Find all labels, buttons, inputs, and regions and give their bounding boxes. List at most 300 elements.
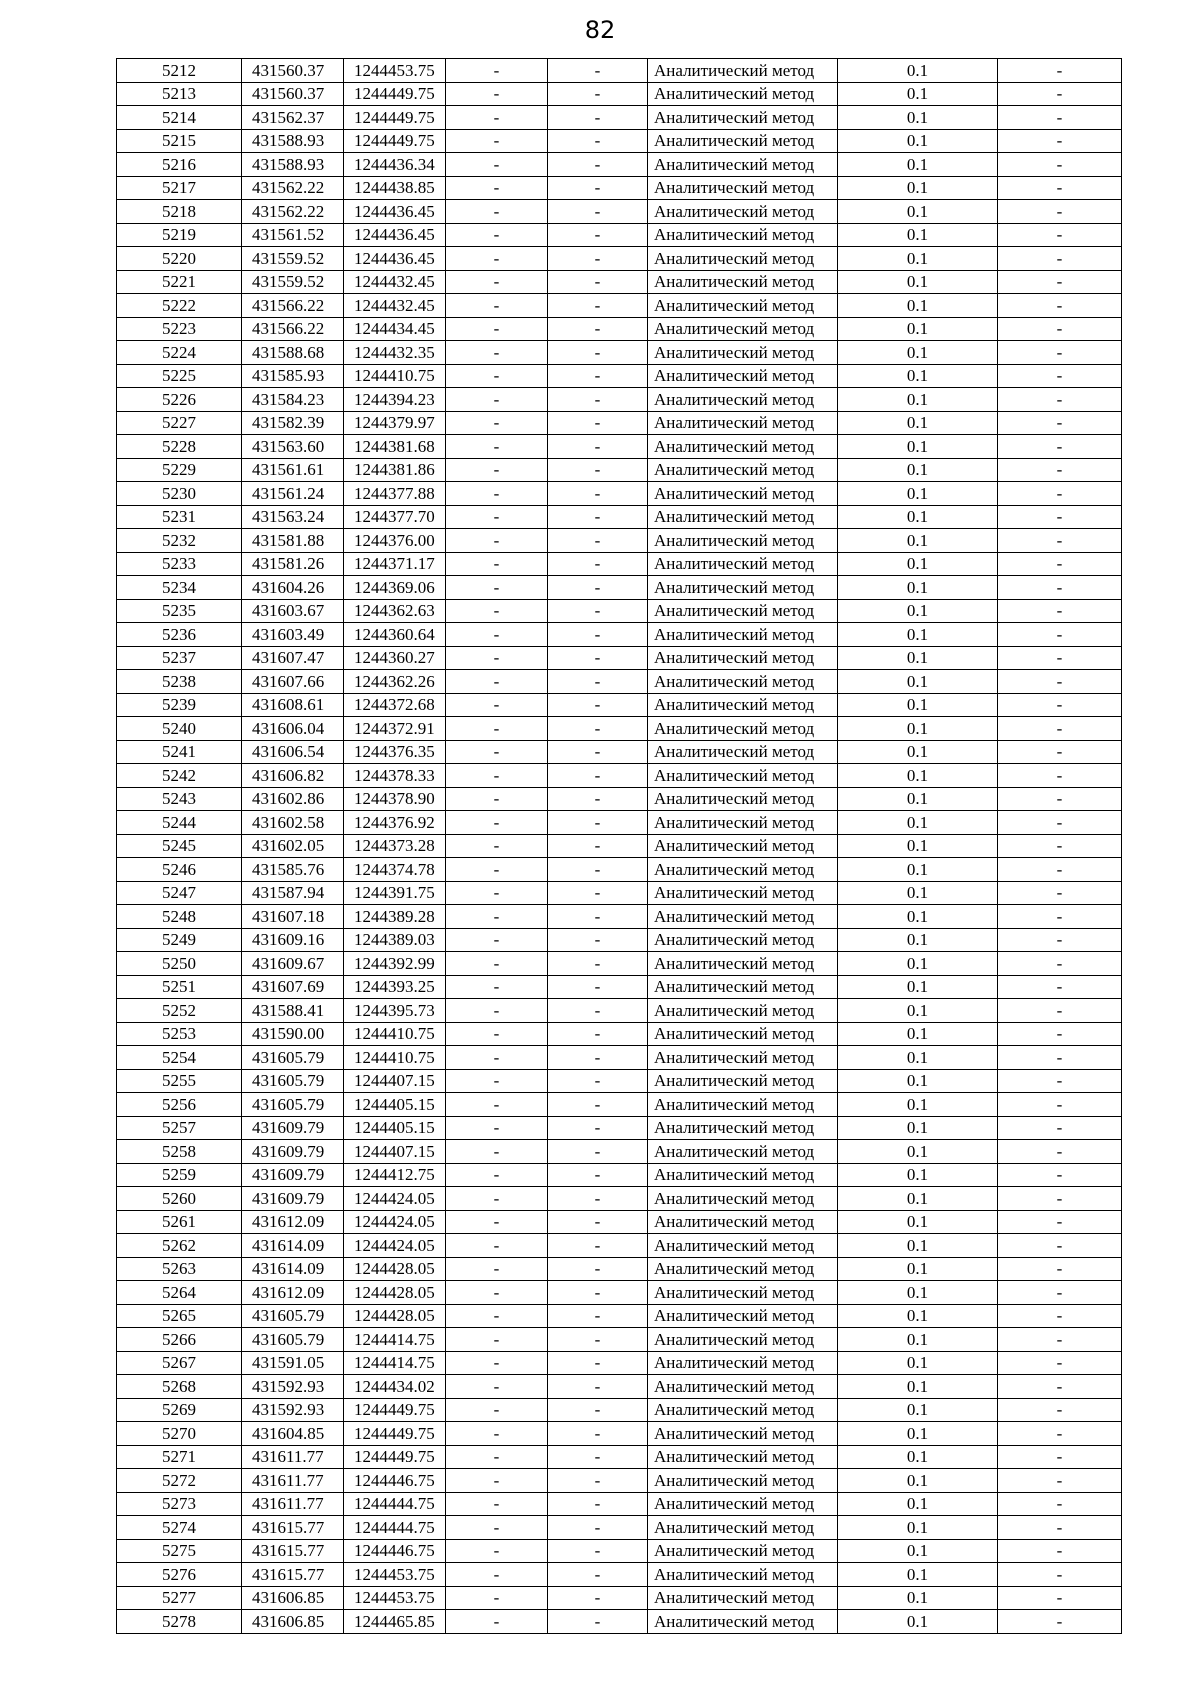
empty-value-cell: - (998, 341, 1122, 365)
empty-value-cell: - (548, 646, 648, 670)
point-number-cell: 5249 (117, 928, 242, 952)
empty-value-cell: - (998, 576, 1122, 600)
accuracy-cell: 0.1 (838, 1163, 998, 1187)
empty-value-cell: - (548, 106, 648, 130)
x-coordinate-cell: 431604.26 (242, 576, 344, 600)
point-number-cell: 5212 (117, 59, 242, 83)
table-row (117, 1116, 1122, 1140)
empty-value-cell: - (998, 82, 1122, 106)
method-cell: Аналитический метод (648, 1210, 838, 1234)
empty-value-cell: - (548, 1234, 648, 1258)
point-number-cell: 5233 (117, 552, 242, 576)
method-cell: Аналитический метод (648, 129, 838, 153)
empty-value-cell: - (446, 1351, 548, 1375)
table-row (117, 1610, 1122, 1634)
y-coordinate-cell: 1244378.33 (344, 764, 446, 788)
table-row (117, 1398, 1122, 1422)
point-number-cell: 5226 (117, 388, 242, 412)
accuracy-cell: 0.1 (838, 1375, 998, 1399)
empty-value-cell: - (446, 1046, 548, 1070)
table-row (117, 106, 1122, 130)
table-row (117, 1445, 1122, 1469)
x-coordinate-cell: 431606.82 (242, 764, 344, 788)
empty-value-cell: - (998, 1586, 1122, 1610)
x-coordinate-cell: 431615.77 (242, 1516, 344, 1540)
accuracy-cell: 0.1 (838, 458, 998, 482)
empty-value-cell: - (998, 858, 1122, 882)
empty-value-cell: - (998, 1422, 1122, 1446)
method-cell: Аналитический метод (648, 1281, 838, 1305)
empty-value-cell: - (548, 223, 648, 247)
table-row (117, 952, 1122, 976)
empty-value-cell: - (998, 1516, 1122, 1540)
point-number-cell: 5253 (117, 1022, 242, 1046)
table-row (117, 623, 1122, 647)
empty-value-cell: - (548, 153, 648, 177)
accuracy-cell: 0.1 (838, 717, 998, 741)
empty-value-cell: - (998, 1046, 1122, 1070)
accuracy-cell: 0.1 (838, 1234, 998, 1258)
x-coordinate-cell: 431607.18 (242, 905, 344, 929)
method-cell: Аналитический метод (648, 505, 838, 529)
empty-value-cell: - (446, 552, 548, 576)
accuracy-cell: 0.1 (838, 106, 998, 130)
y-coordinate-cell: 1244434.02 (344, 1375, 446, 1399)
empty-value-cell: - (446, 1492, 548, 1516)
x-coordinate-cell: 431566.22 (242, 294, 344, 318)
empty-value-cell: - (446, 1116, 548, 1140)
point-number-cell: 5274 (117, 1516, 242, 1540)
x-coordinate-cell: 431605.79 (242, 1304, 344, 1328)
accuracy-cell: 0.1 (838, 1187, 998, 1211)
point-number-cell: 5230 (117, 482, 242, 506)
method-cell: Аналитический метод (648, 952, 838, 976)
x-coordinate-cell: 431590.00 (242, 1022, 344, 1046)
method-cell: Аналитический метод (648, 811, 838, 835)
point-number-cell: 5245 (117, 834, 242, 858)
empty-value-cell: - (998, 200, 1122, 224)
empty-value-cell: - (998, 952, 1122, 976)
method-cell: Аналитический метод (648, 858, 838, 882)
accuracy-cell: 0.1 (838, 1445, 998, 1469)
accuracy-cell: 0.1 (838, 529, 998, 553)
y-coordinate-cell: 1244392.99 (344, 952, 446, 976)
empty-value-cell: - (548, 482, 648, 506)
empty-value-cell: - (998, 129, 1122, 153)
x-coordinate-cell: 431604.85 (242, 1422, 344, 1446)
point-number-cell: 5240 (117, 717, 242, 741)
table-row (117, 834, 1122, 858)
y-coordinate-cell: 1244432.45 (344, 270, 446, 294)
method-cell: Аналитический метод (648, 1093, 838, 1117)
accuracy-cell: 0.1 (838, 1492, 998, 1516)
empty-value-cell: - (446, 599, 548, 623)
empty-value-cell: - (998, 388, 1122, 412)
table-row (117, 200, 1122, 224)
method-cell: Аналитический метод (648, 1610, 838, 1634)
table-row (117, 1351, 1122, 1375)
empty-value-cell: - (548, 200, 648, 224)
point-number-cell: 5255 (117, 1069, 242, 1093)
accuracy-cell: 0.1 (838, 1140, 998, 1164)
x-coordinate-cell: 431562.22 (242, 176, 344, 200)
accuracy-cell: 0.1 (838, 364, 998, 388)
accuracy-cell: 0.1 (838, 693, 998, 717)
empty-value-cell: - (998, 552, 1122, 576)
table-row (117, 811, 1122, 835)
x-coordinate-cell: 431581.88 (242, 529, 344, 553)
empty-value-cell: - (998, 1234, 1122, 1258)
empty-value-cell: - (998, 1163, 1122, 1187)
point-number-cell: 5254 (117, 1046, 242, 1070)
empty-value-cell: - (446, 270, 548, 294)
point-number-cell: 5276 (117, 1563, 242, 1587)
empty-value-cell: - (998, 1492, 1122, 1516)
empty-value-cell: - (446, 975, 548, 999)
empty-value-cell: - (548, 129, 648, 153)
table-row (117, 1140, 1122, 1164)
empty-value-cell: - (998, 106, 1122, 130)
table-row (117, 1069, 1122, 1093)
empty-value-cell: - (998, 364, 1122, 388)
empty-value-cell: - (548, 1116, 648, 1140)
accuracy-cell: 0.1 (838, 1281, 998, 1305)
empty-value-cell: - (548, 1022, 648, 1046)
empty-value-cell: - (548, 1586, 648, 1610)
empty-value-cell: - (998, 435, 1122, 459)
empty-value-cell: - (548, 247, 648, 271)
accuracy-cell: 0.1 (838, 1610, 998, 1634)
method-cell: Аналитический метод (648, 999, 838, 1023)
table-row (117, 881, 1122, 905)
point-number-cell: 5243 (117, 787, 242, 811)
empty-value-cell: - (548, 1187, 648, 1211)
empty-value-cell: - (446, 1163, 548, 1187)
empty-value-cell: - (998, 223, 1122, 247)
empty-value-cell: - (998, 153, 1122, 177)
y-coordinate-cell: 1244405.15 (344, 1116, 446, 1140)
empty-value-cell: - (446, 764, 548, 788)
point-number-cell: 5271 (117, 1445, 242, 1469)
accuracy-cell: 0.1 (838, 1069, 998, 1093)
x-coordinate-cell: 431560.37 (242, 59, 344, 83)
accuracy-cell: 0.1 (838, 1022, 998, 1046)
method-cell: Аналитический метод (648, 247, 838, 271)
table-row (117, 670, 1122, 694)
empty-value-cell: - (548, 341, 648, 365)
point-number-cell: 5239 (117, 693, 242, 717)
table-row (117, 364, 1122, 388)
method-cell: Аналитический метод (648, 223, 838, 247)
empty-value-cell: - (446, 952, 548, 976)
method-cell: Аналитический метод (648, 740, 838, 764)
y-coordinate-cell: 1244379.97 (344, 411, 446, 435)
empty-value-cell: - (446, 834, 548, 858)
empty-value-cell: - (446, 740, 548, 764)
accuracy-cell: 0.1 (838, 1539, 998, 1563)
empty-value-cell: - (446, 482, 548, 506)
y-coordinate-cell: 1244453.75 (344, 1563, 446, 1587)
point-number-cell: 5234 (117, 576, 242, 600)
y-coordinate-cell: 1244394.23 (344, 388, 446, 412)
empty-value-cell: - (446, 317, 548, 341)
y-coordinate-cell: 1244374.78 (344, 858, 446, 882)
x-coordinate-cell: 431592.93 (242, 1375, 344, 1399)
accuracy-cell: 0.1 (838, 482, 998, 506)
empty-value-cell: - (446, 59, 548, 83)
y-coordinate-cell: 1244428.05 (344, 1257, 446, 1281)
y-coordinate-cell: 1244391.75 (344, 881, 446, 905)
table-row (117, 1304, 1122, 1328)
y-coordinate-cell: 1244372.68 (344, 693, 446, 717)
empty-value-cell: - (446, 787, 548, 811)
x-coordinate-cell: 431581.26 (242, 552, 344, 576)
accuracy-cell: 0.1 (838, 1398, 998, 1422)
x-coordinate-cell: 431563.24 (242, 505, 344, 529)
y-coordinate-cell: 1244449.75 (344, 129, 446, 153)
y-coordinate-cell: 1244395.73 (344, 999, 446, 1023)
method-cell: Аналитический метод (648, 623, 838, 647)
empty-value-cell: - (446, 129, 548, 153)
empty-value-cell: - (998, 270, 1122, 294)
empty-value-cell: - (548, 1304, 648, 1328)
empty-value-cell: - (998, 670, 1122, 694)
empty-value-cell: - (548, 1140, 648, 1164)
y-coordinate-cell: 1244407.15 (344, 1069, 446, 1093)
accuracy-cell: 0.1 (838, 576, 998, 600)
empty-value-cell: - (998, 1022, 1122, 1046)
x-coordinate-cell: 431614.09 (242, 1257, 344, 1281)
empty-value-cell: - (548, 717, 648, 741)
y-coordinate-cell: 1244376.00 (344, 529, 446, 553)
table-row (117, 646, 1122, 670)
point-number-cell: 5272 (117, 1469, 242, 1493)
point-number-cell: 5213 (117, 82, 242, 106)
point-number-cell: 5246 (117, 858, 242, 882)
empty-value-cell: - (446, 1257, 548, 1281)
empty-value-cell: - (998, 1469, 1122, 1493)
empty-value-cell: - (548, 1563, 648, 1587)
empty-value-cell: - (548, 364, 648, 388)
empty-value-cell: - (446, 1069, 548, 1093)
empty-value-cell: - (446, 1398, 548, 1422)
empty-value-cell: - (446, 388, 548, 412)
table-row (117, 1187, 1122, 1211)
accuracy-cell: 0.1 (838, 247, 998, 271)
empty-value-cell: - (548, 740, 648, 764)
y-coordinate-cell: 1244414.75 (344, 1328, 446, 1352)
method-cell: Аналитический метод (648, 1375, 838, 1399)
method-cell: Аналитический метод (648, 1046, 838, 1070)
empty-value-cell: - (548, 82, 648, 106)
y-coordinate-cell: 1244434.45 (344, 317, 446, 341)
empty-value-cell: - (446, 223, 548, 247)
method-cell: Аналитический метод (648, 106, 838, 130)
point-number-cell: 5259 (117, 1163, 242, 1187)
table-row (117, 341, 1122, 365)
method-cell: Аналитический метод (648, 1351, 838, 1375)
table-row (117, 1093, 1122, 1117)
empty-value-cell: - (548, 1281, 648, 1305)
method-cell: Аналитический метод (648, 1398, 838, 1422)
method-cell: Аналитический метод (648, 1069, 838, 1093)
accuracy-cell: 0.1 (838, 1351, 998, 1375)
method-cell: Аналитический метод (648, 1586, 838, 1610)
x-coordinate-cell: 431587.94 (242, 881, 344, 905)
y-coordinate-cell: 1244381.86 (344, 458, 446, 482)
table-row (117, 1281, 1122, 1305)
x-coordinate-cell: 431607.47 (242, 646, 344, 670)
x-coordinate-cell: 431588.41 (242, 999, 344, 1023)
method-cell: Аналитический метод (648, 1234, 838, 1258)
empty-value-cell: - (998, 1187, 1122, 1211)
y-coordinate-cell: 1244465.85 (344, 1610, 446, 1634)
x-coordinate-cell: 431605.79 (242, 1046, 344, 1070)
empty-value-cell: - (548, 670, 648, 694)
point-number-cell: 5260 (117, 1187, 242, 1211)
method-cell: Аналитический метод (648, 1516, 838, 1540)
accuracy-cell: 0.1 (838, 82, 998, 106)
y-coordinate-cell: 1244405.15 (344, 1093, 446, 1117)
empty-value-cell: - (548, 834, 648, 858)
x-coordinate-cell: 431605.79 (242, 1093, 344, 1117)
empty-value-cell: - (446, 670, 548, 694)
point-number-cell: 5218 (117, 200, 242, 224)
empty-value-cell: - (548, 1328, 648, 1352)
point-number-cell: 5242 (117, 764, 242, 788)
point-number-cell: 5235 (117, 599, 242, 623)
x-coordinate-cell: 431585.76 (242, 858, 344, 882)
accuracy-cell: 0.1 (838, 1469, 998, 1493)
empty-value-cell: - (998, 176, 1122, 200)
method-cell: Аналитический метод (648, 200, 838, 224)
method-cell: Аналитический метод (648, 1116, 838, 1140)
accuracy-cell: 0.1 (838, 999, 998, 1023)
page-number: 82 (584, 16, 616, 44)
point-number-cell: 5225 (117, 364, 242, 388)
accuracy-cell: 0.1 (838, 787, 998, 811)
table-row (117, 1422, 1122, 1446)
accuracy-cell: 0.1 (838, 176, 998, 200)
empty-value-cell: - (446, 1539, 548, 1563)
x-coordinate-cell: 431607.66 (242, 670, 344, 694)
table-row (117, 529, 1122, 553)
accuracy-cell: 0.1 (838, 1210, 998, 1234)
table-row (117, 1328, 1122, 1352)
y-coordinate-cell: 1244424.05 (344, 1234, 446, 1258)
table-row (117, 1516, 1122, 1540)
table-row (117, 1586, 1122, 1610)
table-row (117, 787, 1122, 811)
y-coordinate-cell: 1244436.45 (344, 247, 446, 271)
method-cell: Аналитический метод (648, 82, 838, 106)
accuracy-cell: 0.1 (838, 153, 998, 177)
empty-value-cell: - (446, 106, 548, 130)
accuracy-cell: 0.1 (838, 811, 998, 835)
empty-value-cell: - (998, 693, 1122, 717)
accuracy-cell: 0.1 (838, 223, 998, 247)
x-coordinate-cell: 431606.85 (242, 1610, 344, 1634)
empty-value-cell: - (446, 458, 548, 482)
accuracy-cell: 0.1 (838, 670, 998, 694)
x-coordinate-cell: 431603.49 (242, 623, 344, 647)
accuracy-cell: 0.1 (838, 1422, 998, 1446)
table-row (117, 153, 1122, 177)
x-coordinate-cell: 431606.85 (242, 1586, 344, 1610)
y-coordinate-cell: 1244381.68 (344, 435, 446, 459)
y-coordinate-cell: 1244377.88 (344, 482, 446, 506)
y-coordinate-cell: 1244371.17 (344, 552, 446, 576)
method-cell: Аналитический метод (648, 1257, 838, 1281)
table-row (117, 411, 1122, 435)
y-coordinate-cell: 1244438.85 (344, 176, 446, 200)
empty-value-cell: - (548, 1046, 648, 1070)
x-coordinate-cell: 431584.23 (242, 388, 344, 412)
empty-value-cell: - (446, 1422, 548, 1446)
accuracy-cell: 0.1 (838, 388, 998, 412)
y-coordinate-cell: 1244412.75 (344, 1163, 446, 1187)
accuracy-cell: 0.1 (838, 646, 998, 670)
empty-value-cell: - (446, 364, 548, 388)
x-coordinate-cell: 431602.05 (242, 834, 344, 858)
point-number-cell: 5275 (117, 1539, 242, 1563)
x-coordinate-cell: 431615.77 (242, 1563, 344, 1587)
y-coordinate-cell: 1244449.75 (344, 106, 446, 130)
accuracy-cell: 0.1 (838, 599, 998, 623)
point-number-cell: 5265 (117, 1304, 242, 1328)
empty-value-cell: - (548, 858, 648, 882)
y-coordinate-cell: 1244453.75 (344, 59, 446, 83)
accuracy-cell: 0.1 (838, 435, 998, 459)
point-number-cell: 5266 (117, 1328, 242, 1352)
x-coordinate-cell: 431561.52 (242, 223, 344, 247)
accuracy-cell: 0.1 (838, 881, 998, 905)
x-coordinate-cell: 431591.05 (242, 1351, 344, 1375)
x-coordinate-cell: 431609.79 (242, 1163, 344, 1187)
method-cell: Аналитический метод (648, 834, 838, 858)
method-cell: Аналитический метод (648, 646, 838, 670)
y-coordinate-cell: 1244444.75 (344, 1516, 446, 1540)
y-coordinate-cell: 1244389.28 (344, 905, 446, 929)
empty-value-cell: - (446, 1328, 548, 1352)
empty-value-cell: - (548, 787, 648, 811)
point-number-cell: 5270 (117, 1422, 242, 1446)
empty-value-cell: - (998, 1398, 1122, 1422)
accuracy-cell: 0.1 (838, 740, 998, 764)
point-number-cell: 5248 (117, 905, 242, 929)
x-coordinate-cell: 431566.22 (242, 317, 344, 341)
accuracy-cell: 0.1 (838, 1328, 998, 1352)
empty-value-cell: - (998, 811, 1122, 835)
y-coordinate-cell: 1244362.26 (344, 670, 446, 694)
empty-value-cell: - (548, 270, 648, 294)
empty-value-cell: - (446, 1586, 548, 1610)
method-cell: Аналитический метод (648, 1492, 838, 1516)
point-number-cell: 5261 (117, 1210, 242, 1234)
empty-value-cell: - (998, 1610, 1122, 1634)
empty-value-cell: - (998, 881, 1122, 905)
x-coordinate-cell: 431609.79 (242, 1187, 344, 1211)
table-row (117, 999, 1122, 1023)
x-coordinate-cell: 431563.60 (242, 435, 344, 459)
table-body (117, 59, 1122, 1634)
y-coordinate-cell: 1244414.75 (344, 1351, 446, 1375)
point-number-cell: 5263 (117, 1257, 242, 1281)
y-coordinate-cell: 1244424.05 (344, 1187, 446, 1211)
table-row (117, 129, 1122, 153)
empty-value-cell: - (446, 1610, 548, 1634)
x-coordinate-cell: 431609.67 (242, 952, 344, 976)
